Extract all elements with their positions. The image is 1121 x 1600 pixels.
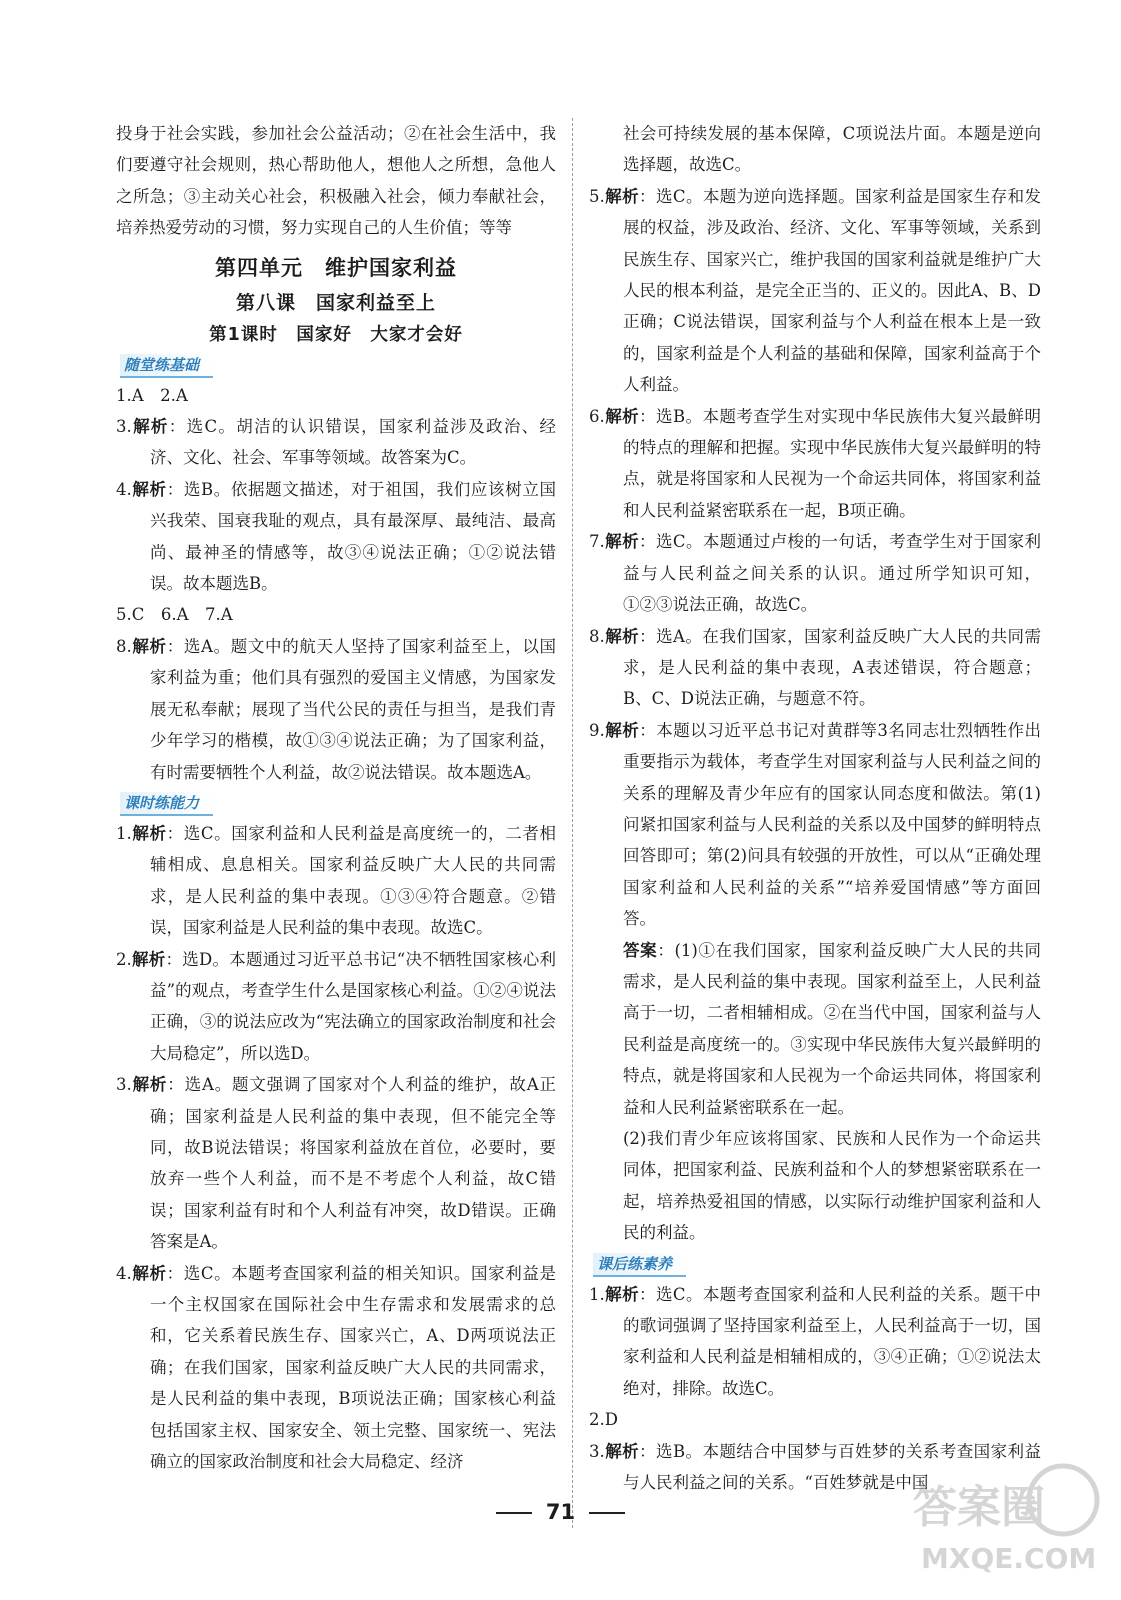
watermark-logo — [913, 1450, 1103, 1580]
list-item: 7.解析：选C。本题通过卢梭的一句话，考查学生对于国家利益与人民利益之间关系的认识。通过所学知识可知，①②③说法正确，故选C。 — [589, 532, 1042, 615]
left-column — [116, 118, 556, 1477]
list-item: 4.解析：选B。依据题文描述，对于祖国，我们应该树立国兴我荣、国衰我耻的观点，具有最深厚、最纯洁、最高尚、最神圣的情感等，故③④说法正确；①②说法错误。故本题选B。 — [116, 479, 556, 594]
section-label-literacy: 课后练素养 — [593, 1253, 686, 1277]
intro-paragraph: 投身于社会实践，参加社会公益活动；②在社会生活中，我们要遵守社会规则，热心帮助他人，想他人之所想，急他人之所急；③主动关心社会，积极融入社会，倾力奉献社会，培养热爱劳动的习惯，努力实现自己的人生价值；等等 — [116, 124, 556, 238]
list-item: 1.解析：选C。国家利益和人民利益是高度统一的，二者相辅相成、息息相关。国家利益反映广大人民的共同需求，是人民利益的集中表现。①③④符合题意。②错误，国家利益是人民利益的集中表现。故选C。 — [116, 823, 556, 938]
list-item: 1.解析：选C。本题考查国家利益和人民利益的关系。题干中的歌词强调了坚持国家利益至上，人民利益高于一切，国家利益和人民利益是相辅相成的，③④正确；①②说法太绝对，排除。故选C。 — [589, 1284, 1042, 1398]
list-item: 4.解析：选C。本题考查国家利益的相关知识。国家利益是一个主权国家在国际社会中生存需求和发展需求的总和，它关系着民族生存、国家兴亡，A、D两项说法正确；在我们国家，国家利益反映广大人民的共同需求，是人民利益的集中表现，B项说法正确；国家核心利益包括国家主权、国家安全、领土完整、国家统一、宪法确立的国家政治制度和社会大局稳定、经济 — [116, 1263, 556, 1472]
ability-items — [116, 818, 556, 1478]
lesson-title: 第八课 国家利益至上 — [235, 291, 436, 314]
footer-dash-left — [496, 1512, 532, 1514]
basic-items — [116, 380, 556, 788]
list-item: 3.解析：选C。胡洁的认识错误，国家利益涉及政治、经济、文化、社会、军事等领域。故答案为C。 — [116, 417, 556, 468]
list-item: 3.解析：选A。题文强调了国家对个人利益的维护，故A正确；国家利益是人民利益的集中表现，但不能完全等同，故B说法错误；将国家利益放在首位，必要时，要放弃一些个人利益，而不是不考虑个人利益，故C错误；国家利益有时和个人利益有冲突，故D错误。正确答案是A。 — [116, 1075, 556, 1252]
answer-paragraph: 答案：(1)①在我们国家，国家利益反映广大人民的共同需求，是人民利益的集中表现。国家利益至上，人民利益高于一切，二者相辅相成。②在当代中国，国家利益与人民利益是高度统一的。③实现中华民族伟大复兴最鲜明的特点，就是将国家和人民视为一个命运共同体，将国家利益和人民利益紧密联系在一起。 — [623, 940, 1042, 1117]
watermark-url: MXQE.COM — [921, 1542, 1097, 1575]
list-item: 1.A 2.A — [116, 385, 188, 405]
section-label-basic: 随堂练基础 — [120, 354, 213, 378]
continued-paragraph: 社会可持续发展的基本保障，C项说法片面。本题是逆向选择题，故选C。 — [623, 124, 1041, 175]
footer-dash-right — [589, 1512, 625, 1514]
watermark-text: 答案圈 — [913, 1482, 1045, 1533]
list-item: 5.解析：选C。本题为逆向选择题。国家利益是国家生存和发展的权益，涉及政治、经济、文化、军事等领域，关系到民族生存、国家兴亡，维护我国的国家利益就是维护广大人民的根本利益，是完全正当的、正义的。因此A、B、D正确；C说法错误，国家利益与个人利益在根本上是一致的，国家利益是个人利益的基础和保障，国家利益高于个人利益。 — [589, 186, 1042, 395]
section-title: 第1课时 国家好 大家才会好 — [209, 324, 463, 345]
list-item: 5.C 6.A 7.A — [116, 605, 233, 625]
list-item: 2.D — [589, 1410, 618, 1430]
list-item: 2.解析：选D。本题通过习近平总书记“决不牺牲国家核心利益”的观点，考查学生什么是国家核心利益。①②④说法正确，③的说法应改为“宪法确立的国家政治制度和社会大局稳定”，所以选D。 — [116, 949, 556, 1063]
list-item: 8.解析：选A。题文中的航天人坚持了国家利益至上，以国家利益为重；他们具有强烈的爱国主义情感，为国家发展无私奉献；展现了当代公民的责任与担当，是我们青少年学习的楷模，故①③④说法正确；为了国家利益，有时需要牺牲个人利益，故②说法错误。故本题选A。 — [116, 636, 557, 782]
column-divider — [572, 118, 573, 1528]
right-items — [589, 181, 1041, 935]
list-item: 6.解析：选B。本题考查学生对实现中华民族伟大复兴最鲜明的特点的理解和把握。实现中华民族伟大复兴最鲜明的特点，就是将国家和人民视为一个命运共同体，将国家利益和人民利益紧密联系在一起，B项正确。 — [589, 406, 1041, 520]
unit-title: 第四单元 维护国家利益 — [215, 255, 457, 280]
page-number: 71 — [545, 1500, 576, 1524]
section-label-ability: 课时练能力 — [120, 792, 213, 816]
list-item: 3.解析：选B。本题结合中国梦与百姓梦的关系考查国家利益与人民利益之间的关系。“百姓梦就是中国 — [589, 1441, 1041, 1493]
answer-paragraph-2: (2)我们青少年应该将国家、民族和人民作为一个命运共同体，把国家利益、民族利益和个人的梦想紧密联系在一起，培养热爱祖国的情感，以实际行动维护国家利益和人民的利益。 — [623, 1129, 1041, 1243]
list-item: 9.解析：本题以习近平总书记对黄群等3名同志壮烈牺牲作出重要指示为载体，考查学生对国家利益与人民利益之间的关系的理解及青少年应有的国家认同态度和做法。第(1)问紧扣国家利益与人民利益的关系以及中国梦的鲜明特点回答即可；第(2)问具有较强的开放性，可以从“正确处理国家利益和人民利益的关系”“培养爱国情感”等方面回答。 — [589, 720, 1042, 929]
list-item: 8.解析：选A。在我们国家，国家利益反映广大人民的共同需求，是人民利益的集中表现，A表述错误，符合题意；B、C、D说法正确，与题意不符。 — [589, 626, 1042, 709]
right-column — [589, 118, 1041, 1498]
